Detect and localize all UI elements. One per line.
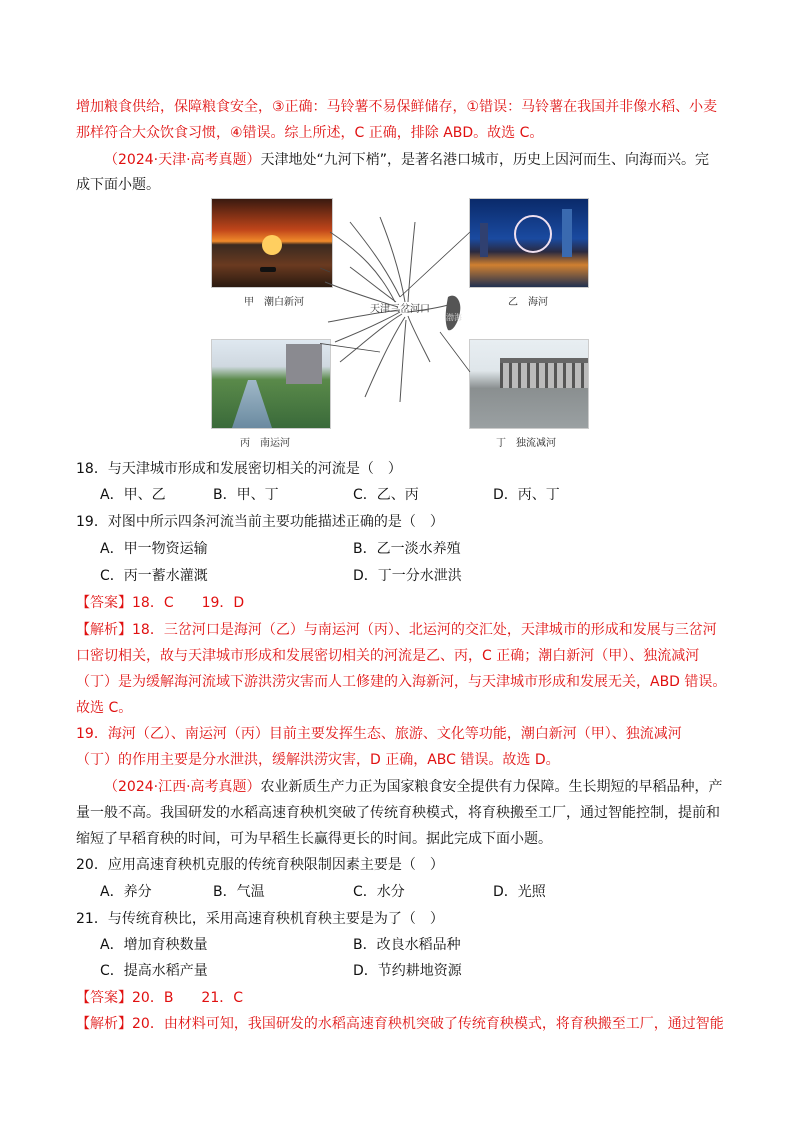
q19-stem: 19．对图中所示四条河流当前主要功能描述正确的是（ ） (76, 514, 444, 530)
intro-text: 天津地处“九河下梢”，是著名港口城市，历史上因河而生、向海而兴。完 (260, 152, 710, 168)
question-intro-2: 成下面小题。 (76, 177, 160, 193)
explanation-18-line-4: 故选 C。 (76, 700, 133, 716)
q20-intro-3: 缩短了早稻育秧的时间，可为早稻生长赢得更长的时间。据此完成下面小题。 (76, 831, 552, 847)
q21-option-b[interactable]: B．改良水稻品种 (353, 937, 461, 953)
q18-option-d[interactable]: D．丙、丁 (493, 487, 560, 503)
q20-option-c[interactable]: C．水分 (353, 884, 405, 900)
photo-jia-chaobai-river (211, 198, 333, 288)
answer-18-19: 【答案】18．C 19．D (76, 595, 245, 611)
source-tag: （2024·天津·高考真题） (104, 152, 261, 168)
explanation-19-line-1: 19．海河（乙）、南运河（丙）目前主要发挥生态、旅游、文化等功能，潮白新河（甲）、独流减河 (76, 726, 682, 742)
q21-option-d[interactable]: D．节约耕地资源 (353, 963, 462, 979)
q18-option-b[interactable]: B．甲、丁 (213, 487, 279, 503)
q21-option-c[interactable]: C．提高水稻产量 (100, 963, 208, 979)
q20-intro-2: 量一般不高。我国研发的水稻高速育秧机突破了传统育秧模式，将育秧搬至工厂，通过智能控制，提前和 (76, 805, 720, 821)
photo-bing-south-canal (211, 339, 331, 429)
q20-option-a[interactable]: A．养分 (100, 884, 152, 900)
answer-20-21: 【答案】20．B 21．C (76, 990, 244, 1006)
caption-bing: 丙 南运河 (240, 438, 290, 449)
photo-yi-hai-river (469, 198, 589, 288)
q20-option-b[interactable]: B．气温 (213, 884, 265, 900)
intro-text: 农业新质生产力正为国家粮食安全提供有力保障。生长期短的早稻品种，产 (260, 779, 723, 795)
caption-ding: 丁 独流减河 (496, 438, 556, 449)
question-intro-1 (104, 150, 709, 170)
q18-stem: 18．与天津城市形成和发展密切相关的河流是（ ） (76, 461, 402, 477)
q18-option-c[interactable]: C．乙、丙 (353, 487, 419, 503)
q20-option-d[interactable]: D．光照 (493, 884, 546, 900)
map-label-sancha: 天津三岔河口 (370, 304, 430, 315)
q19-option-d[interactable]: D．丁一分水泄洪 (353, 568, 462, 584)
q21-option-a[interactable]: A．增加育秧数量 (100, 937, 208, 953)
photo-ding-duliujian-river (469, 339, 589, 429)
caption-yi: 乙 海河 (508, 297, 548, 308)
q20-stem: 20．应用高速育秧机克服的传统育秧限制因素主要是（ ） (76, 857, 444, 873)
explanation-18-line-1: 【解析】18．三岔河口是海河（乙）与南运河（丙）、北运河的交汇处，天津城市的形成和发展与三岔河 (76, 622, 717, 638)
prev-explanation-line-1: 增加粮食供给，保障粮食安全，③正确：马铃薯不易保鲜储存，①错误：马铃薯在我国并非像水稻、小麦 (76, 99, 718, 115)
prev-explanation-line-2: 那样符合大众饮食习惯，④错误。综上所述，C 正确，排除 ABD。故选 C。 (76, 125, 544, 141)
q20-intro-1 (104, 777, 723, 797)
q18-option-a[interactable]: A．甲、乙 (100, 487, 166, 503)
caption-jia: 甲 潮白新河 (244, 297, 304, 308)
explanation-19-line-2: （丁）的作用主要是分水泄洪，缓解洪涝灾害，D 正确，ABC 错误。故选 D。 (76, 752, 560, 768)
q19-option-b[interactable]: B．乙一淡水养殖 (353, 541, 461, 557)
source-tag-jiangxi: （2024·江西·高考真题） (104, 779, 261, 795)
q19-option-a[interactable]: A．甲一物资运输 (100, 541, 208, 557)
q21-stem: 21．与传统育秧比，采用高速育秧机育秧主要是为了（ ） (76, 911, 444, 927)
q19-option-c[interactable]: C．丙一蓄水灌溉 (100, 568, 208, 584)
explanation-18-line-3: （丁）是为缓解海河流域下游洪涝灾害而人工修建的入海新河，与天津城市形成和发展无关，ABD 错误。 (76, 674, 727, 690)
explanation-18-line-2: 口密切相关，故与天津城市形成和发展密切相关的河流是乙、丙，C 正确；潮白新河（甲）、独流减河 (76, 648, 700, 664)
explanation-20-line-1: 【解析】20．由材料可知，我国研发的水稻高速育秧机突破了传统育秧模式，将育秧搬至工厂，通过智能 (76, 1016, 724, 1032)
map-label-sea: 渤海 (446, 313, 462, 322)
